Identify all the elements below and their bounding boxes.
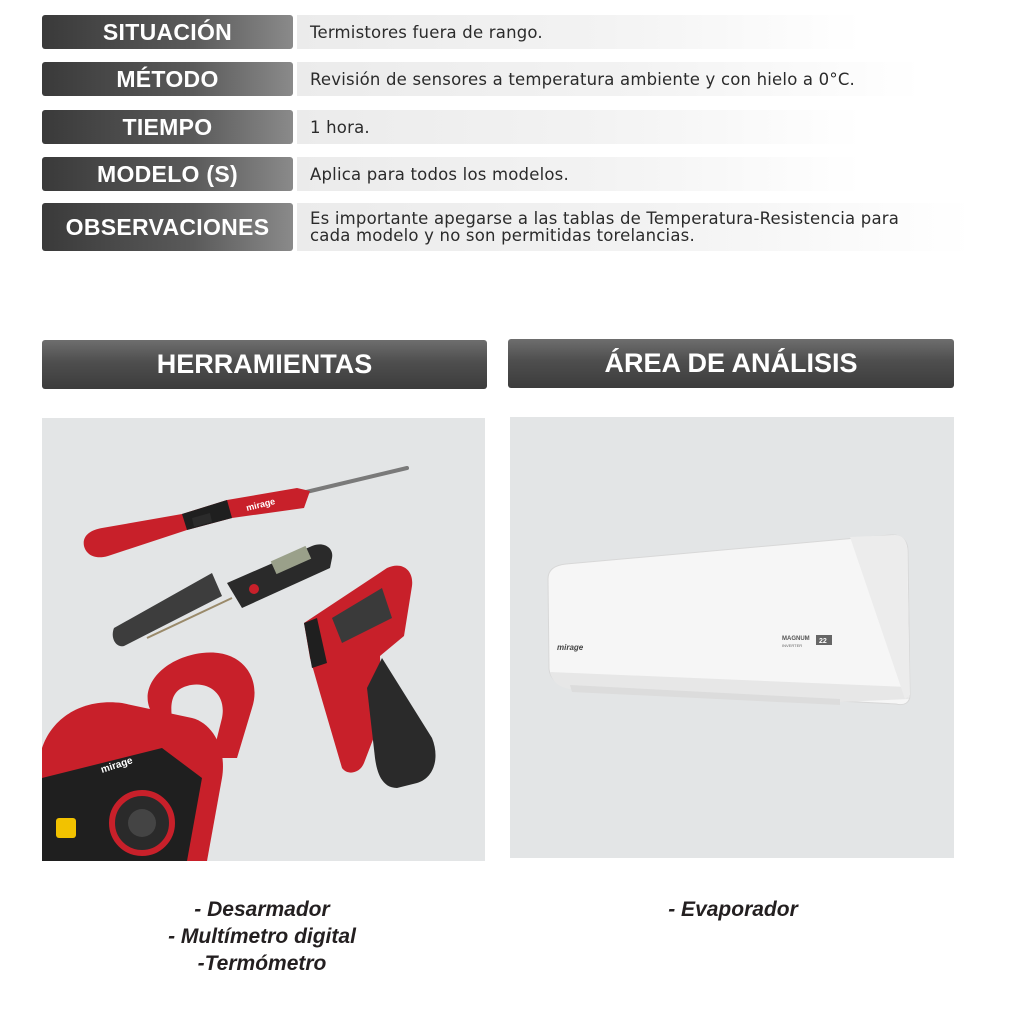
info-row-tiempo	[42, 110, 842, 144]
svg-text:mirage: mirage	[557, 643, 584, 652]
tool-item-desarmador: - Desarmador	[194, 898, 330, 921]
tiempo-value: 1 hora.	[297, 110, 862, 144]
modelo-label: MODELO (S)	[42, 157, 293, 191]
observaciones-value	[297, 203, 972, 251]
svg-text:MAGNUM: MAGNUM	[782, 636, 810, 642]
situacion-label: SITUACIÓN	[42, 15, 293, 49]
observaciones-line-2: cada modelo y no son permitidas torelancias.	[310, 226, 695, 245]
info-row-observaciones	[42, 203, 900, 251]
tool-item-termometro: -Termómetro	[197, 952, 327, 975]
area-analisis-header: ÁREA DE ANÁLISIS	[508, 339, 954, 388]
info-row-metodo	[42, 62, 856, 96]
situacion-value: Termistores fuera de rango.	[297, 15, 862, 49]
svg-text:mirage: mirage	[245, 496, 277, 513]
svg-text:mirage: mirage	[99, 755, 135, 776]
info-row-situacion	[42, 15, 842, 49]
info-row-modelo	[42, 157, 842, 191]
herramientas-header: HERRAMIENTAS	[42, 340, 487, 389]
metodo-value: Revisión de sensores a temperatura ambiente y con hielo a 0°C.	[297, 62, 922, 96]
tools-illustration	[42, 418, 485, 861]
tools-caption	[112, 896, 412, 977]
tools-photo	[42, 418, 485, 861]
area-photo	[510, 417, 954, 858]
metodo-label: MÉTODO	[42, 62, 293, 96]
probe-thermometer-icon	[113, 544, 333, 646]
evaporator-illustration	[510, 417, 954, 858]
area-caption	[583, 896, 883, 923]
infrared-thermometer-icon	[304, 566, 436, 788]
svg-text:INVERTER: INVERTER	[782, 643, 803, 648]
clamp-multimeter-icon	[42, 652, 255, 861]
air-conditioner-icon	[548, 535, 910, 705]
observaciones-line-1: Es importante apegarse a las tablas de Temperatura-Resistencia para	[310, 208, 900, 228]
screwdriver-icon	[84, 468, 407, 557]
svg-text:22: 22	[819, 638, 827, 645]
tiempo-label: TIEMPO	[42, 110, 293, 144]
modelo-value: Aplica para todos los modelos.	[297, 157, 862, 191]
area-item-evaporador: - Evaporador	[668, 898, 798, 921]
tool-item-multimetro: - Multímetro digital	[168, 925, 356, 948]
observaciones-label: OBSERVACIONES	[42, 203, 293, 251]
